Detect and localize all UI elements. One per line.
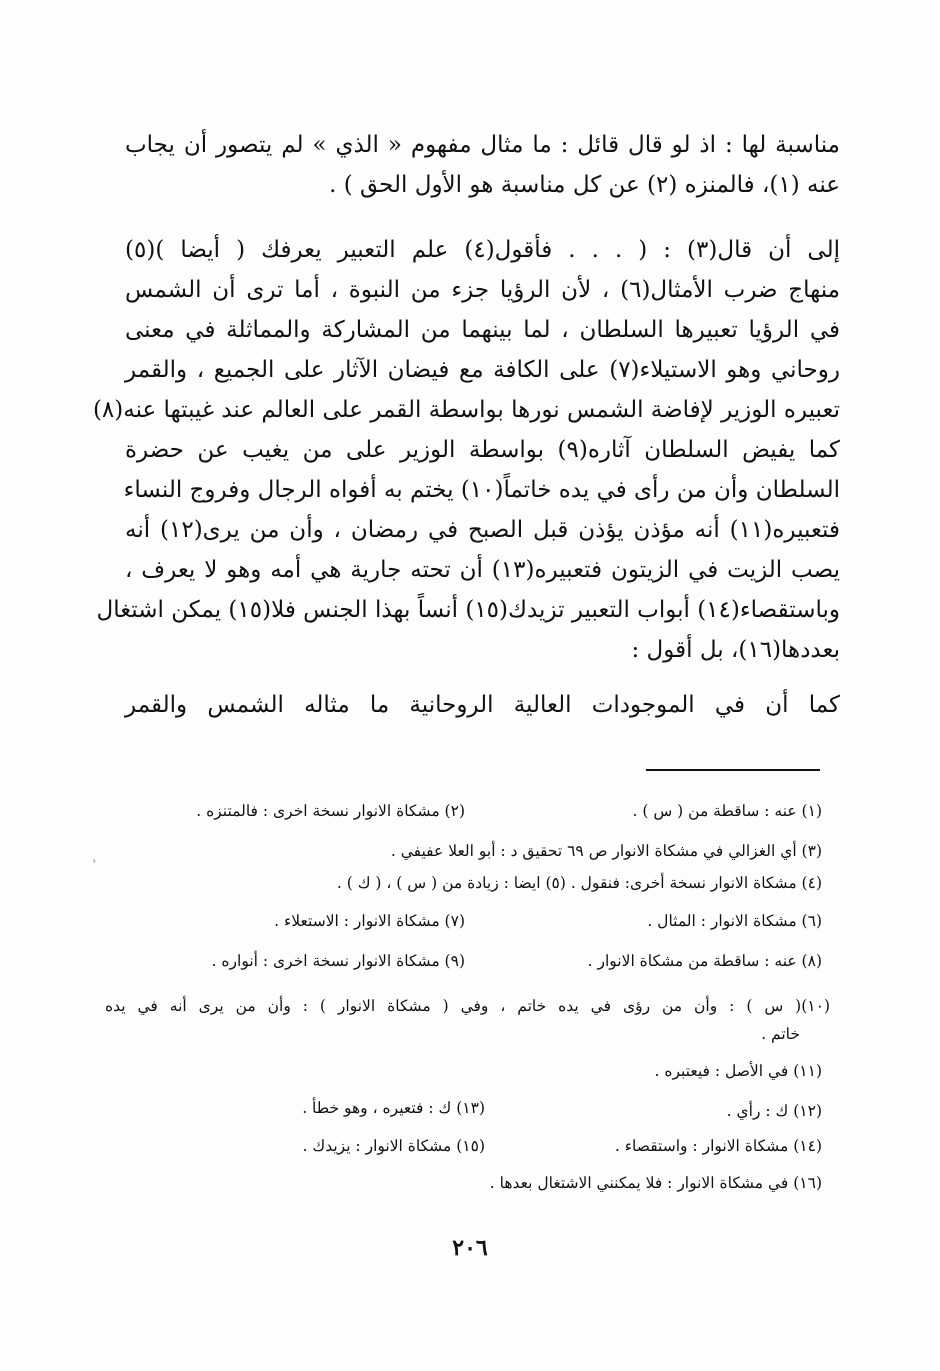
- text-line: وباستقصاء(١٤) أبواب التعبير تزيدك(١٥) أنساً بهذا الجنس فلا(١٥) يمكن اشتغال: [96, 597, 840, 623]
- footnote-separator: [646, 769, 820, 771]
- text-line: مناسبة لها : اذ لو قال قائل : ما مثال مفهوم « الذي » لم يتصور أن يجاب: [125, 132, 840, 158]
- text-line: السلطان وأن من رأى في يده خاتماً(١٠) يختم به أفواه الرجال وفروج النساء: [123, 477, 840, 503]
- footnote-12: (١٢) ك : رأي .: [726, 1102, 822, 1120]
- footnote-11: (١١) في الأصل : فيعتبره .: [654, 1062, 822, 1080]
- footnote-10: (١٠)( س ) : وأن من رؤى في يده خاتم ، وفي ( مشكاة الانوار ) : وأن من يرى أنه في يده: [105, 997, 830, 1015]
- text-line: بعددها(١٦)، بل أقول :: [631, 637, 840, 663]
- footnote-6: (٦) مشكاة الانوار : المثال .: [647, 912, 822, 930]
- text-line: تعبيره الوزير لإفاضة الشمس نورها بواسطة القمر على العالم عند غيبتها عنه(٨): [92, 397, 840, 423]
- text-line: منهاج ضرب الأمثال(٦) ، لأن الرؤيا جزء من النبوة ، أما ترى أن الشمس: [125, 277, 841, 303]
- footnote-7: (٧) مشكاة الانوار : الاستعلاء .: [274, 912, 465, 930]
- footnote-3: (٣) أي الغزالي في مشكاة الانوار ص ٦٩ تحقيق د : أبو العلا عفيفي .: [390, 842, 822, 860]
- footnote-10-continued: خاتم .: [761, 1025, 800, 1043]
- text-line: عنه (١)، فالمنزه (٢) عن كل مناسبة هو الأول الحق ) .: [329, 172, 840, 198]
- text-line: روحاني وهو الاستيلاء(٧) على الكافة مع فيضان الآثار على الجميع ، والقمر: [125, 357, 840, 383]
- text-line: يصب الزيت في الزيتون فتعبيره(١٣) أن تحته جارية هي أمه وهو لا يعرف ،: [125, 557, 840, 583]
- footnote-2: (٢) مشكاة الانوار نسخة اخرى : فالمتنزه .: [196, 802, 465, 820]
- text-line: كما يفيض السلطان آثاره(٩) بواسطة الوزير على من يغيب عن حضرة: [125, 437, 840, 463]
- footnote-15: (١٥) مشكاة الانوار : يزيدك .: [302, 1137, 485, 1155]
- text-line: فتعبيره(١١) أنه مؤذن يؤذن قبل الصبح في رمضان ، وأن من يرى(١٢) أنه: [125, 517, 840, 543]
- page-number: ٢٠٦: [452, 1235, 488, 1261]
- footnote-13: (١٣) ك : فتعيره ، وهو خطأ .: [302, 1099, 485, 1117]
- text-line: إلى أن قال(٣) : ( . . . فأقول(٤) علم التعبير يعرفك ( أيضا )(٥): [125, 237, 840, 263]
- footnote-8: (٨) عنه : ساقطة من مشكاة الانوار .: [587, 952, 822, 970]
- footnote-14: (١٤) مشكاة الانوار : واستقصاء .: [614, 1137, 822, 1155]
- footnote-1: (١) عنه : ساقطة من ( س ) .: [632, 802, 822, 820]
- footnote-16: (١٦) في مشكاة الانوار : فلا يمكنني الاشتغال بعدها .: [489, 1174, 822, 1192]
- margin-mark: ‹: [92, 856, 96, 867]
- footnote-4-5: (٤) مشكاة الانوار نسخة أخرى: فنقول . (٥) ايضا : زيادة من ( س ) ، ( ك ) .: [336, 874, 822, 892]
- text-line: في الرؤيا تعبيرها السلطان ، لما بينهما من المشاركة والمماثلة في معنى: [125, 317, 840, 343]
- text-line: كما أن في الموجودات العالية الروحانية ما مثاله الشمس والقمر: [125, 692, 840, 718]
- footnote-9: (٩) مشكاة الانوار نسخة اخرى : أنواره .: [211, 952, 465, 970]
